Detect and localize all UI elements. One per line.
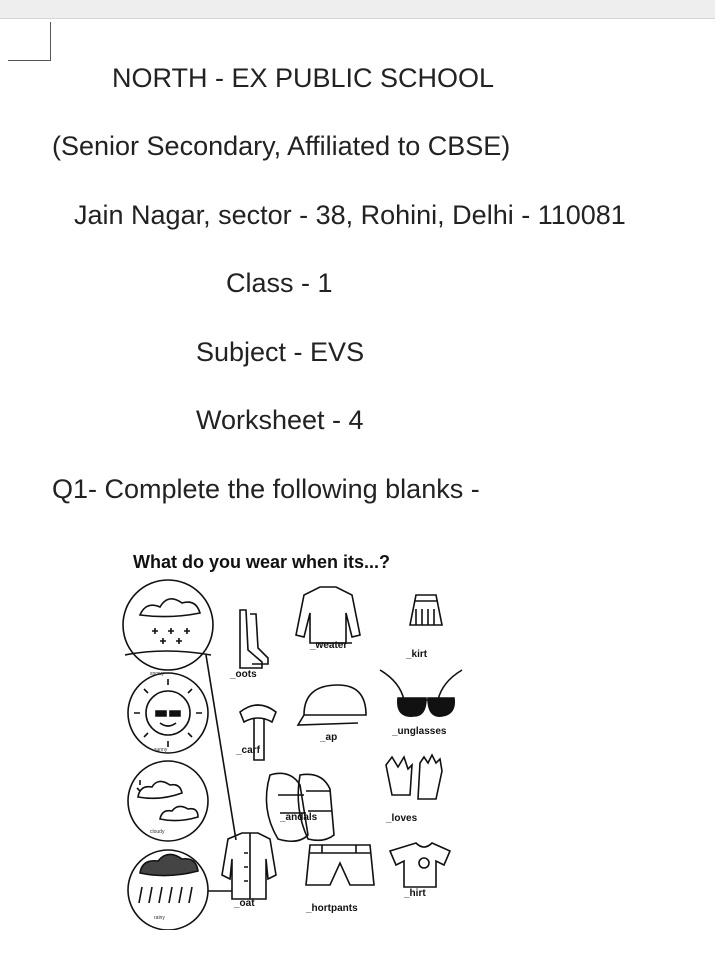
- label-gloves: _loves: [386, 813, 418, 824]
- weather-caption-sunny: sunny: [154, 747, 168, 753]
- worksheet-label: Worksheet - 4: [196, 405, 364, 435]
- label-shirt: _hirt: [404, 888, 426, 899]
- shirt-icon: [390, 843, 450, 887]
- weather-caption-rainy: rainy: [154, 915, 165, 921]
- label-sunglasses: _unglasses: [392, 726, 447, 737]
- sunglasses-icon: [380, 670, 462, 716]
- snowy-weather-icon: [123, 580, 213, 670]
- school-name: NORTH - EX PUBLIC SCHOOL: [112, 63, 495, 93]
- sunny-weather-icon: [128, 673, 208, 753]
- label-sandals: _andals: [280, 812, 318, 823]
- school-affiliation: (Senior Secondary, Affiliated to CBSE): [52, 131, 511, 161]
- sweater-icon: [296, 587, 360, 643]
- label-shortpants: _hortpants: [306, 903, 358, 914]
- skirt-icon: [410, 595, 442, 625]
- rainy-weather-icon: [128, 850, 208, 930]
- boots-icon: [240, 610, 268, 668]
- worksheet-title: What do you wear when its...?: [133, 552, 391, 572]
- label-coat: _oat: [234, 898, 255, 909]
- document-top-bar: [0, 0, 715, 19]
- cap-icon: [298, 685, 366, 725]
- label-scarf: _carf: [236, 745, 260, 756]
- label-boots: _oots: [230, 669, 257, 680]
- label-sweater: _weater: [310, 640, 348, 651]
- weather-caption-snowy: snowy: [150, 671, 165, 677]
- gloves-icon: [386, 755, 442, 799]
- label-cap: _ap: [320, 732, 338, 743]
- shortpants-icon: [306, 845, 374, 885]
- weather-caption-cloudy: cloudy: [150, 829, 165, 835]
- label-skirt: _kirt: [406, 649, 428, 660]
- cloudy-weather-icon: [128, 761, 208, 841]
- page-corner-marker: [8, 22, 51, 61]
- class-label: Class - 1: [226, 268, 333, 298]
- worksheet-image: [110, 545, 490, 930]
- subject-label: Subject - EVS: [196, 337, 365, 367]
- coat-icon: [222, 833, 276, 899]
- school-address: Jain Nagar, sector - 38, Rohini, Delhi - 110081: [74, 200, 626, 230]
- question-1: Q1- Complete the following blanks -: [52, 474, 480, 504]
- sandals-icon: [266, 773, 334, 841]
